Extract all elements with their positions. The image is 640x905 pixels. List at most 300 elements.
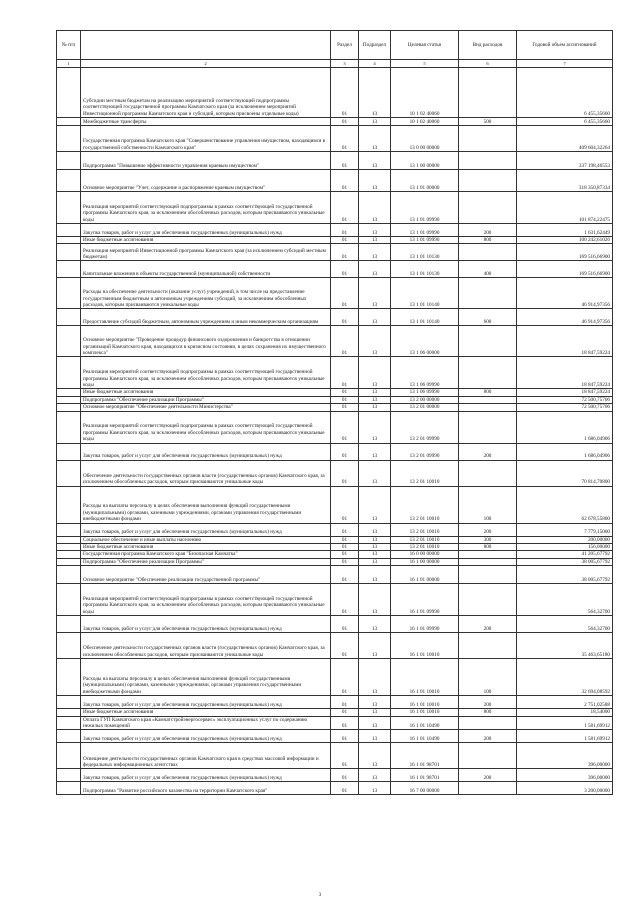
table-row — [57, 224, 613, 237]
row-number-cell — [57, 411, 81, 443]
row-name-cell: Подпрограмма "Развитие российского казачества на территории Камчатского края" — [81, 782, 331, 795]
row-section-cell: 01 — [331, 192, 359, 224]
row-number-cell — [57, 544, 81, 551]
document-page — [56, 30, 612, 795]
row-number-cell — [57, 709, 81, 716]
row-total-cell: 18,54000 — [517, 709, 613, 716]
row-total-cell: 6 455,35660 — [517, 118, 613, 126]
table-row — [57, 544, 613, 551]
row-total-cell: 169 516,66900 — [517, 244, 613, 261]
row-subsection-cell: 13 — [359, 460, 391, 486]
row-number-cell — [57, 261, 81, 278]
row-section-cell: 01 — [331, 523, 359, 536]
row-name-cell: Государственная программа Камчатского края "Безопасная Камчатка" — [81, 551, 331, 558]
row-target-cell: 13 1 01 10140 — [391, 278, 459, 309]
row-target-cell: 16 1 01 10490 — [391, 716, 459, 730]
row-expense-type-cell — [459, 558, 517, 565]
row-subsection-cell: 13 — [359, 152, 391, 170]
row-section-cell: 01 — [331, 443, 359, 460]
table-row — [57, 743, 613, 769]
row-subsection-cell: 13 — [359, 192, 391, 224]
row-expense-type-cell: 300 — [459, 536, 517, 543]
row-section-cell: 01 — [331, 743, 359, 769]
table-row — [57, 616, 613, 633]
row-number-cell — [57, 224, 81, 237]
row-section-cell: 01 — [331, 389, 359, 396]
row-number-cell — [57, 730, 81, 743]
row-total-cell: 7 779,15000 — [517, 523, 613, 536]
row-name-cell: Оплата ГУП Камчатского края «Камчатстройэнергосервис» эксплуатационных услуг по содержанию нежилых помещений — [81, 716, 331, 730]
row-name-cell: Иные бюджетные ассигнования — [81, 544, 331, 551]
row-target-cell: 13 1 01 10130 — [391, 261, 459, 278]
row-section-cell: 01 — [331, 357, 359, 389]
column-index-row — [57, 60, 613, 68]
row-subsection-cell: 13 — [359, 244, 391, 261]
table-row — [57, 696, 613, 709]
row-name-cell: Обеспечение деятельности государственных органов власти (государственных органов) Камчатского края, за исключением обособленных расходов, которым присваиваются уникальные коды — [81, 633, 331, 659]
row-subsection-cell: 13 — [359, 544, 391, 551]
row-total-cell: 35 463,65180 — [517, 633, 613, 659]
row-name-cell: Капитальные вложения в объекты государственной (муниципальной) собственности — [81, 261, 331, 278]
row-name-cell: Подпрограмма "Повышение эффективности управления краевым имуществом" — [81, 152, 331, 170]
row-total-cell: 169 516,66900 — [517, 261, 613, 278]
row-target-cell: 13 1 01 00000 — [391, 170, 459, 192]
row-name-cell: Реализация мероприятий соответствующей подпрограммы в рамках соответствующей государственной программы Камчатского края, за исключением обособленных расходов, которым присваиваются уникальные коды — [81, 357, 331, 389]
row-target-cell: 13 1 01 09990 — [391, 237, 459, 244]
row-target-cell: 10 1 02 40060 — [391, 118, 459, 126]
row-name-cell: Иные бюджетные ассигнования — [81, 237, 331, 244]
row-section-cell: 01 — [331, 224, 359, 237]
row-name-cell: Закупка товаров, работ и услуг для обеспечения государственных (муниципальных) нужд — [81, 523, 331, 536]
row-expense-type-cell — [459, 357, 517, 389]
row-target-cell: 16 1 00 00000 — [391, 558, 459, 565]
row-target-cell: 16 1 01 98701 — [391, 769, 459, 782]
row-number-cell — [57, 616, 81, 633]
row-target-cell: 13 2 01 09990 — [391, 443, 459, 460]
table-row — [57, 730, 613, 743]
row-number-cell — [57, 584, 81, 616]
row-number-cell — [57, 126, 81, 152]
row-total-cell: 72 500,75706 — [517, 396, 613, 403]
row-total-cell: 46 914,97356 — [517, 278, 613, 309]
row-name-cell: Реализация мероприятий соответствующей подпрограммы в рамках соответствующей государственной программы Камчатского края, за исключением обособленных расходов, которым присваиваются уникальные коды — [81, 584, 331, 616]
row-section-cell: 01 — [331, 616, 359, 633]
budget-allocation-table — [56, 30, 613, 795]
row-total-cell: 396,00000 — [517, 743, 613, 769]
row-section-cell: 01 — [331, 404, 359, 411]
row-number-cell — [57, 192, 81, 224]
row-number-cell — [57, 68, 81, 118]
row-total-cell: 3 200,00000 — [517, 782, 613, 795]
row-subsection-cell: 13 — [359, 616, 391, 633]
header-expense-type: Вид расходов — [459, 31, 517, 60]
row-target-cell: 13 1 01 10140 — [391, 309, 459, 326]
row-number-cell — [57, 389, 81, 396]
row-target-cell: 13 1 06 00000 — [391, 326, 459, 357]
table-row — [57, 486, 613, 523]
row-subsection-cell: 13 — [359, 170, 391, 192]
row-expense-type-cell — [459, 551, 517, 558]
row-target-cell: 13 2 01 10010 — [391, 486, 459, 523]
row-name-cell: Расходы на обеспечение деятельности (оказание услуг) учреждений, в том числе на предоставление государственным бюджетным и автономным учреждениям субсидий, за исключением обособленных расходов, которым присваиваются уникальные коды — [81, 278, 331, 309]
row-subsection-cell: 13 — [359, 118, 391, 126]
row-section-cell: 01 — [331, 486, 359, 523]
row-subsection-cell: 13 — [359, 709, 391, 716]
row-target-cell: 13 0 00 00000 — [391, 126, 459, 152]
row-target-cell: 16 1 01 09990 — [391, 584, 459, 616]
table-row — [57, 404, 613, 411]
row-expense-type-cell: 500 — [459, 118, 517, 126]
row-name-cell: Закупка товаров, работ и услуг для обеспечения государственных (муниципальных) нужд — [81, 696, 331, 709]
row-name-cell: Подпрограмма "Обеспечение реализации Программы" — [81, 396, 331, 403]
row-target-cell: 13 2 01 00000 — [391, 404, 459, 411]
row-expense-type-cell — [459, 192, 517, 224]
row-total-cell: 100 242,61026 — [517, 237, 613, 244]
column-index: 2 — [81, 60, 331, 68]
row-expense-type-cell — [459, 782, 517, 795]
table-row — [57, 716, 613, 730]
table-row — [57, 118, 613, 126]
row-expense-type-cell: 200 — [459, 769, 517, 782]
row-total-cell: 1 686,04906 — [517, 443, 613, 460]
row-number-cell — [57, 170, 81, 192]
column-index: 6 — [459, 60, 517, 68]
row-target-cell: 16 7 00 00000 — [391, 782, 459, 795]
row-total-cell: 396,00000 — [517, 769, 613, 782]
row-name-cell: Реализация мероприятий Инвестиционной программы Камчатского края (за исключением субсидий местным бюджетам) — [81, 244, 331, 261]
row-expense-type-cell: 600 — [459, 309, 517, 326]
row-section-cell: 01 — [331, 696, 359, 709]
row-total-cell: 1 581,69912 — [517, 730, 613, 743]
row-subsection-cell: 13 — [359, 278, 391, 309]
table-row — [57, 309, 613, 326]
row-number-cell — [57, 152, 81, 170]
row-total-cell: 564,32700 — [517, 584, 613, 616]
header-target: Целевая статья — [391, 31, 459, 60]
row-total-cell: 38 005,67792 — [517, 566, 613, 584]
row-expense-type-cell — [459, 411, 517, 443]
table-header-row — [57, 31, 613, 60]
row-expense-type-cell: 200 — [459, 523, 517, 536]
row-name-cell: Субсидии местным бюджетам на реализацию мероприятий соответствующей подпрограммы соответствующей государственной программы Камчатского края (за исключением мероприятий Инвестиционной программы Камчатского края и субсидий, которым присвоены отдельные коды) — [81, 68, 331, 118]
table-row — [57, 261, 613, 278]
row-number-cell — [57, 696, 81, 709]
row-target-cell: 13 2 01 10010 — [391, 536, 459, 543]
row-total-cell: 62 678,55800 — [517, 486, 613, 523]
column-index: 3 — [331, 60, 359, 68]
row-total-cell: 18 847,59224 — [517, 326, 613, 357]
row-expense-type-cell — [459, 633, 517, 659]
row-name-cell: Реализация мероприятий соответствующей подпрограммы в рамках соответствующей государственной программы Камчатского края, за исключением обособленных расходов, которым присваиваются уникальные коды — [81, 192, 331, 224]
row-number-cell — [57, 536, 81, 543]
row-expense-type-cell — [459, 326, 517, 357]
row-name-cell: Закупка товаров, работ и услуг для обеспечения государственных (муниципальных) нужд — [81, 443, 331, 460]
row-expense-type-cell — [459, 460, 517, 486]
row-subsection-cell: 13 — [359, 68, 391, 118]
row-total-cell: 2 751,02588 — [517, 696, 613, 709]
row-target-cell: 13 1 01 09990 — [391, 224, 459, 237]
row-total-cell: 101 874,22475 — [517, 192, 613, 224]
row-name-cell: Иные бюджетные ассигнования — [81, 709, 331, 716]
row-target-cell: 16 1 01 09990 — [391, 616, 459, 633]
table-row — [57, 536, 613, 543]
row-subsection-cell: 13 — [359, 782, 391, 795]
page-number: 3 — [318, 893, 322, 898]
row-number-cell — [57, 566, 81, 584]
row-number-cell — [57, 782, 81, 795]
table-row — [57, 389, 613, 396]
table-body — [57, 68, 613, 795]
row-section-cell: 01 — [331, 396, 359, 403]
row-number-cell — [57, 118, 81, 126]
row-target-cell: 16 1 01 10010 — [391, 633, 459, 659]
row-name-cell: Основное мероприятие "Учет, содержание и распоряжение краевым имуществом" — [81, 170, 331, 192]
row-target-cell: 13 1 01 10130 — [391, 244, 459, 261]
row-number-cell — [57, 769, 81, 782]
row-name-cell: Закупка товаров, работ и услуг для обеспечения государственных (муниципальных) нужд — [81, 224, 331, 237]
row-expense-type-cell: 100 — [459, 486, 517, 523]
table-row — [57, 152, 613, 170]
row-expense-type-cell — [459, 152, 517, 170]
column-index: 7 — [517, 60, 613, 68]
row-total-cell: 18 847,59224 — [517, 357, 613, 389]
table-row — [57, 357, 613, 389]
row-target-cell: 16 1 01 00000 — [391, 566, 459, 584]
row-section-cell: 01 — [331, 126, 359, 152]
row-total-cell: 200,00000 — [517, 536, 613, 543]
row-target-cell: 16 1 01 10010 — [391, 696, 459, 709]
row-section-cell: 01 — [331, 411, 359, 443]
row-total-cell: 337 198,46553 — [517, 152, 613, 170]
row-section-cell: 01 — [331, 633, 359, 659]
row-number-cell — [57, 278, 81, 309]
table-row — [57, 396, 613, 403]
row-name-cell: Освещение деятельности государственных органов Камчатского края в средствах массовой информации и федеральных информационных агентствах — [81, 743, 331, 769]
row-number-cell — [57, 523, 81, 536]
row-subsection-cell: 13 — [359, 443, 391, 460]
row-subsection-cell: 13 — [359, 536, 391, 543]
row-total-cell: 318 350,87334 — [517, 170, 613, 192]
row-subsection-cell: 13 — [359, 659, 391, 696]
table-row — [57, 192, 613, 224]
row-subsection-cell: 13 — [359, 237, 391, 244]
row-subsection-cell: 13 — [359, 486, 391, 523]
row-subsection-cell: 13 — [359, 404, 391, 411]
row-section-cell: 01 — [331, 170, 359, 192]
row-section-cell: 01 — [331, 326, 359, 357]
row-expense-type-cell — [459, 68, 517, 118]
row-number-cell — [57, 659, 81, 696]
row-name-cell: Подпрограмма "Обеспечение реализации Программы" — [81, 558, 331, 565]
row-target-cell: 13 2 01 10010 — [391, 523, 459, 536]
row-expense-type-cell: 200 — [459, 224, 517, 237]
row-total-cell: 70 814,70800 — [517, 460, 613, 486]
row-name-cell: Социальное обеспечение и иные выплаты населению — [81, 536, 331, 543]
row-number-cell — [57, 486, 81, 523]
row-number-cell — [57, 309, 81, 326]
table-row — [57, 782, 613, 795]
row-name-cell: Иные бюджетные ассигнования — [81, 389, 331, 396]
table-row — [57, 523, 613, 536]
row-name-cell: Расходы на выплаты персоналу в целях обеспечения выполнения функций государственными (муниципальными) органами, казенными учреждениями, органами управления государственными внебюджетными фондами — [81, 486, 331, 523]
table-row — [57, 237, 613, 244]
row-target-cell: 13 1 01 09990 — [391, 192, 459, 224]
row-section-cell: 01 — [331, 551, 359, 558]
row-name-cell: Основное мероприятие "Проведение процедур финансового оздоровления и банкротства в отношении организаций Камчатского края, находящихся в кризисном состоянии, в целях сохранения их имущественного комплекса" — [81, 326, 331, 357]
table-row — [57, 659, 613, 696]
table-row — [57, 411, 613, 443]
row-expense-type-cell: 100 — [459, 659, 517, 696]
row-expense-type-cell — [459, 743, 517, 769]
row-total-cell: 409 604,32264 — [517, 126, 613, 152]
row-number-cell — [57, 716, 81, 730]
header-name — [81, 31, 331, 60]
row-expense-type-cell: 800 — [459, 709, 517, 716]
row-subsection-cell: 13 — [359, 696, 391, 709]
column-index: 1 — [57, 60, 81, 68]
row-subsection-cell: 13 — [359, 566, 391, 584]
row-name-cell: Государственная программа Камчатского края "Совершенствование управления имуществом, находящимся в государственной собственности Камчатского края" — [81, 126, 331, 152]
table-row — [57, 551, 613, 558]
row-number-cell — [57, 443, 81, 460]
row-subsection-cell: 13 — [359, 716, 391, 730]
row-section-cell: 01 — [331, 244, 359, 261]
row-section-cell: 01 — [331, 309, 359, 326]
row-section-cell: 01 — [331, 709, 359, 716]
table-row — [57, 633, 613, 659]
row-expense-type-cell: 200 — [459, 730, 517, 743]
row-name-cell: Закупка товаров, работ и услуг для обеспечения государственных (муниципальных) нужд — [81, 769, 331, 782]
row-subsection-cell: 13 — [359, 584, 391, 616]
row-name-cell: Межбюджетные трансферты — [81, 118, 331, 126]
header-section: Раздел — [331, 31, 359, 60]
row-section-cell: 01 — [331, 544, 359, 551]
row-number-cell — [57, 357, 81, 389]
row-subsection-cell: 13 — [359, 551, 391, 558]
row-total-cell: 32 694,08592 — [517, 659, 613, 696]
row-total-cell: 41 205,67792 — [517, 551, 613, 558]
row-target-cell: 13 2 01 10010 — [391, 544, 459, 551]
table-row — [57, 769, 613, 782]
row-section-cell: 01 — [331, 566, 359, 584]
row-section-cell: 01 — [331, 659, 359, 696]
row-section-cell: 01 — [331, 536, 359, 543]
row-section-cell: 01 — [331, 558, 359, 565]
table-row — [57, 170, 613, 192]
row-section-cell: 01 — [331, 68, 359, 118]
row-section-cell: 01 — [331, 730, 359, 743]
table-row — [57, 278, 613, 309]
row-total-cell: 72 500,75706 — [517, 404, 613, 411]
row-expense-type-cell — [459, 584, 517, 616]
table-row — [57, 68, 613, 118]
row-expense-type-cell — [459, 566, 517, 584]
row-number-cell — [57, 743, 81, 769]
row-number-cell — [57, 326, 81, 357]
row-name-cell: Расходы на выплаты персоналу в целях обеспечения выполнения функций государственными (муниципальными) органами, казенными учреждениями, органами управления государственными внебюджетными фондами — [81, 659, 331, 696]
row-name-cell: Обеспечение деятельности государственных органов власти (государственных органов) Камчатского края, за исключением обособленных расходов, которым присваиваются уникальные коды — [81, 460, 331, 486]
row-target-cell: 16 1 01 98701 — [391, 743, 459, 769]
row-target-cell: 13 2 01 09990 — [391, 411, 459, 443]
row-expense-type-cell: 400 — [459, 261, 517, 278]
header-total: Годовой объем ассигнований — [517, 31, 613, 60]
row-expense-type-cell: 800 — [459, 389, 517, 396]
row-number-cell — [57, 237, 81, 244]
row-section-cell: 01 — [331, 782, 359, 795]
header-num: № п/п — [57, 31, 81, 60]
row-subsection-cell: 13 — [359, 769, 391, 782]
row-subsection-cell: 13 — [359, 743, 391, 769]
row-section-cell: 01 — [331, 237, 359, 244]
row-total-cell: 6 455,35660 — [517, 68, 613, 118]
row-name-cell: Реализация мероприятий соответствующей подпрограммы в рамках соответствующей государственной программы Камчатского края, за исключением обособленных расходов, которым присваиваются уникальные коды — [81, 411, 331, 443]
table-row — [57, 566, 613, 584]
row-name-cell: Основное мероприятие "Обеспечение деятельности Министерства" — [81, 404, 331, 411]
table-row — [57, 584, 613, 616]
column-index: 5 — [391, 60, 459, 68]
row-expense-type-cell: 800 — [459, 544, 517, 551]
row-subsection-cell: 13 — [359, 558, 391, 565]
row-section-cell: 01 — [331, 278, 359, 309]
row-name-cell: Предоставление субсидий бюджетным, автономным учреждениям и иным некоммерческим организациям — [81, 309, 331, 326]
row-expense-type-cell: 800 — [459, 237, 517, 244]
row-target-cell: 13 2 00 00000 — [391, 396, 459, 403]
table-row — [57, 326, 613, 357]
table-row — [57, 709, 613, 716]
row-subsection-cell: 13 — [359, 309, 391, 326]
row-number-cell — [57, 404, 81, 411]
row-name-cell: Закупка товаров, работ и услуг для обеспечения государственных (муниципальных) нужд — [81, 616, 331, 633]
row-subsection-cell: 13 — [359, 126, 391, 152]
row-expense-type-cell — [459, 170, 517, 192]
row-expense-type-cell — [459, 716, 517, 730]
table-row — [57, 443, 613, 460]
table-row — [57, 244, 613, 261]
row-total-cell: 38 005,67792 — [517, 558, 613, 565]
row-subsection-cell: 13 — [359, 224, 391, 237]
row-total-cell: 18 847,59224 — [517, 389, 613, 396]
row-expense-type-cell — [459, 244, 517, 261]
row-number-cell — [57, 633, 81, 659]
row-target-cell: 13 2 01 10010 — [391, 460, 459, 486]
row-section-cell: 01 — [331, 584, 359, 616]
row-name-cell: Закупка товаров, работ и услуг для обеспечения государственных (муниципальных) нужд — [81, 730, 331, 743]
row-target-cell: 16 1 01 10490 — [391, 730, 459, 743]
row-total-cell: 1 581,69912 — [517, 716, 613, 730]
row-total-cell: 1 686,04906 — [517, 411, 613, 443]
row-subsection-cell: 13 — [359, 411, 391, 443]
row-expense-type-cell — [459, 396, 517, 403]
row-section-cell: 01 — [331, 460, 359, 486]
header-subsection: Подраздел — [359, 31, 391, 60]
row-target-cell: 16 1 01 10010 — [391, 709, 459, 716]
row-expense-type-cell — [459, 278, 517, 309]
row-target-cell: 13 1 00 00000 — [391, 152, 459, 170]
row-total-cell: 564,32700 — [517, 616, 613, 633]
row-subsection-cell: 13 — [359, 261, 391, 278]
row-section-cell: 01 — [331, 769, 359, 782]
row-expense-type-cell: 200 — [459, 616, 517, 633]
row-subsection-cell: 13 — [359, 523, 391, 536]
row-total-cell: 156,00000 — [517, 544, 613, 551]
column-index: 4 — [359, 60, 391, 68]
row-target-cell: 13 1 06 09990 — [391, 389, 459, 396]
table-row — [57, 460, 613, 486]
row-target-cell: 13 1 06 09990 — [391, 357, 459, 389]
row-number-cell — [57, 244, 81, 261]
row-expense-type-cell — [459, 404, 517, 411]
row-target-cell: 10 1 02 40060 — [391, 68, 459, 118]
